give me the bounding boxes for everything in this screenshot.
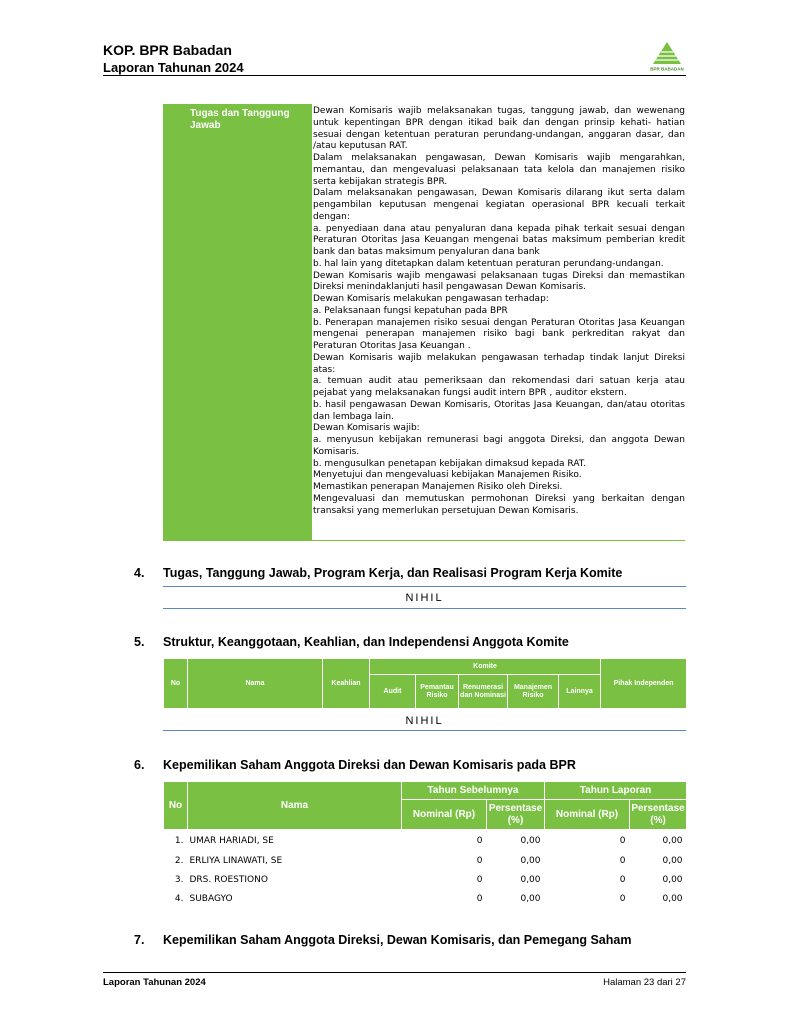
footer-divider [103, 972, 686, 973]
section-4-line-top [163, 586, 686, 587]
row-nominal-prev: 0 [476, 875, 483, 885]
row-persentase-cur: 0,00 [662, 875, 683, 885]
col-keahlian: Keahlian [323, 659, 370, 709]
row-persentase-cur: 0,00 [662, 835, 683, 846]
footer-report-title: Laporan Tahunan 2024 [103, 977, 206, 988]
header-divider [103, 75, 686, 76]
row-nama: UMAR HARIADI, SE [189, 835, 274, 846]
col-tahun-laporan: Tahun Laporan [545, 782, 687, 800]
col-nama: Nama [188, 659, 323, 709]
section-4-line-bottom [163, 608, 686, 609]
row-persentase-prev: 0,00 [520, 894, 541, 904]
row-nominal-cur: 0 [619, 894, 626, 904]
row-nominal-cur: 0 [619, 875, 626, 885]
section-6-title: Kepemilikan Saham Anggota Direksi dan Dewan Komisaris pada BPR [163, 758, 576, 772]
row-nominal-prev: 0 [476, 856, 483, 866]
paragraph: b. hasil pengawasan Dewan Komisaris, Otoritas Jasa Keuangan, dan/atau otoritas dan lembaga lain. [313, 399, 685, 422]
row-persentase-prev: 0,00 [520, 835, 541, 846]
section-4-title: Tugas, Tanggung Jawab, Program Kerja, dan Realisasi Program Kerja Komite [163, 566, 623, 580]
table-bottom-border [163, 540, 685, 541]
table-row [164, 890, 687, 909]
row-no: 2. [174, 856, 184, 866]
row-nominal-cur: 0 [619, 856, 626, 866]
paragraph: Mengevaluasi dan memutuskan permohonan Direksi yang berkaitan dengan transaksi yang memerlukan persetujuan Dewan Komisaris. [313, 493, 685, 516]
row-no: 4. [174, 894, 184, 904]
col-persentase-prev: Persentase (%) [487, 800, 545, 830]
table-row [164, 871, 687, 890]
row-nominal-cur: 0 [619, 835, 626, 846]
row-persentase-cur: 0,00 [662, 856, 683, 866]
row-nominal-prev: 0 [476, 835, 483, 846]
table-green-strip [163, 104, 187, 540]
col-pemantau-risiko: Pemantau Risiko [416, 675, 459, 709]
col-komite: Komite [370, 659, 601, 675]
tugas-label: Tugas dan Tanggung Jawab [187, 104, 312, 540]
col-no: No [164, 782, 188, 830]
section-5-nihil: NIHIL [405, 715, 444, 727]
paragraph: a. Pelaksanaan fungsi kepatuhan pada BPR [313, 305, 508, 316]
paragraph: b. mengusulkan penetapan kebijakan dimaksud kepada RAT. [313, 458, 587, 469]
row-no: 1. [174, 835, 184, 846]
paragraph: a. penyediaan dana atau penyaluran dana kepada pihak terkait sesuai dengan Peraturan Otoritas Jasa Keuangan mengenai batas maksimum pemberian kredit bank dan batas maksimum penyaluran dana bank [313, 223, 685, 257]
bpr-babadan-logo [649, 40, 685, 72]
komite-table [163, 658, 687, 709]
col-no: No [164, 659, 188, 709]
footer-page-number: Halaman 23 dari 27 [603, 977, 686, 988]
section-5-title: Struktur, Keanggotaan, Keahlian, dan Independensi Anggota Komite [163, 635, 569, 649]
paragraph: b. hal lain yang ditetapkan dalam ketentuan peraturan perundang-undangan. [313, 258, 664, 269]
tugas-content [313, 106, 685, 517]
section-5-number: 5. [134, 635, 145, 649]
paragraph: a. temuan audit atau pemeriksaan dan rekomendasi dari satuan kerja atau pejabat yang melaksanakan fungsi audit intern BPR , auditor ekstern. [313, 376, 685, 398]
col-manajemen-risiko: Manajemen Risiko [508, 675, 559, 709]
section-4-nihil: NIHIL [405, 592, 444, 604]
paragraph: Dewan Komisaris wajib: [313, 423, 420, 434]
col-audit: Audit [370, 675, 416, 709]
section-4-number: 4. [134, 566, 145, 580]
page-subtitle: Laporan Tahunan 2024 [103, 60, 244, 75]
col-persentase-cur: Persentase (%) [630, 800, 687, 830]
row-persentase-prev: 0,00 [520, 856, 541, 866]
paragraph: b. Penerapan manajemen risiko sesuai dengan Peraturan Otoritas Jasa Keuangan mengenai penerapan manajemen risiko bagi bank perkreditan rakyat dan Peraturan Otoritas Jasa Keuangan . [313, 317, 685, 351]
col-renumerasi: Renumerasi dan Nominasi [459, 675, 508, 709]
paragraph: Dewan Komisaris melakukan pengawasan terhadap: [313, 294, 549, 304]
paragraph: Memastikan penerapan Manajemen Risiko oleh Direksi. [313, 482, 563, 492]
row-persentase-cur: 0,00 [662, 894, 683, 904]
row-nominal-prev: 0 [476, 894, 483, 904]
row-persentase-prev: 0,00 [520, 875, 541, 885]
table-row [164, 852, 687, 871]
kepemilikan-saham-table [163, 781, 687, 909]
col-nominal-cur: Nominal (Rp) [545, 800, 630, 830]
col-nama: Nama [188, 782, 402, 830]
svg-text:BPR BABADAN: BPR BABADAN [650, 66, 684, 72]
paragraph: Dewan Komisaris wajib melakukan pengawasan terhadap tindak lanjut Direksi atas: [313, 352, 685, 375]
paragraph: a. menyusun kebijakan remunerasi bagi anggota Direksi, dan anggota Dewan Komisaris. [313, 435, 685, 457]
col-pihak-independen: Pihak Independen [601, 659, 687, 709]
page-title: KOP. BPR Babadan [103, 42, 232, 58]
col-lainnya: Lainnya [559, 675, 601, 709]
section-7-title: Kepemilikan Saham Anggota Direksi, Dewan Komisaris, dan Pemegang Saham [163, 933, 632, 947]
col-tahun-sebelumnya: Tahun Sebelumnya [402, 782, 545, 800]
row-nama: ERLIYA LINAWATI, SE [189, 856, 283, 866]
row-no: 3. [174, 875, 184, 885]
section-7-number: 7. [134, 933, 145, 947]
section-6-number: 6. [134, 758, 145, 772]
table-row [164, 830, 687, 852]
paragraph: Dalam melaksanakan pengawasan, Dewan Komisaris wajib mengarahkan, memantau, dan mengevaluasi pelaksanaan tata kelola dan manajemen risiko serta kebijakan strategis BPR. [313, 153, 685, 187]
row-nama: SUBAGYO [189, 894, 233, 904]
paragraph: Dewan Komisaris wajib mengawasi pelaksanaan tugas Direksi dan memastikan Direksi menindaklanjuti hasil pengawasan Dewan Komisaris. [313, 270, 685, 293]
section-5-line-bottom [163, 730, 686, 731]
paragraph: Dalam melaksanakan pengawasan, Dewan Komisaris dilarang ikut serta dalam pengambilan keputusan mengenai kegiatan operasional BPR kecuali terkait dengan: [313, 188, 685, 222]
row-nama: DRS. ROESTIONO [189, 875, 268, 885]
paragraph: Menyetujui dan mengevaluasi kebijakan Manajemen Risiko. [313, 470, 582, 481]
paragraph: Dewan Komisaris wajib melaksanakan tugas, tanggung jawab, dan wewenang untuk kepentingan BPR dengan itikad baik dan dengan prinsip kehati- hatian sesuai dengan ketentuan peraturan perundang-undangan, anggaran dasar, dan /atau keputusan RAT. [313, 106, 685, 152]
col-nominal-prev: Nominal (Rp) [402, 800, 487, 830]
